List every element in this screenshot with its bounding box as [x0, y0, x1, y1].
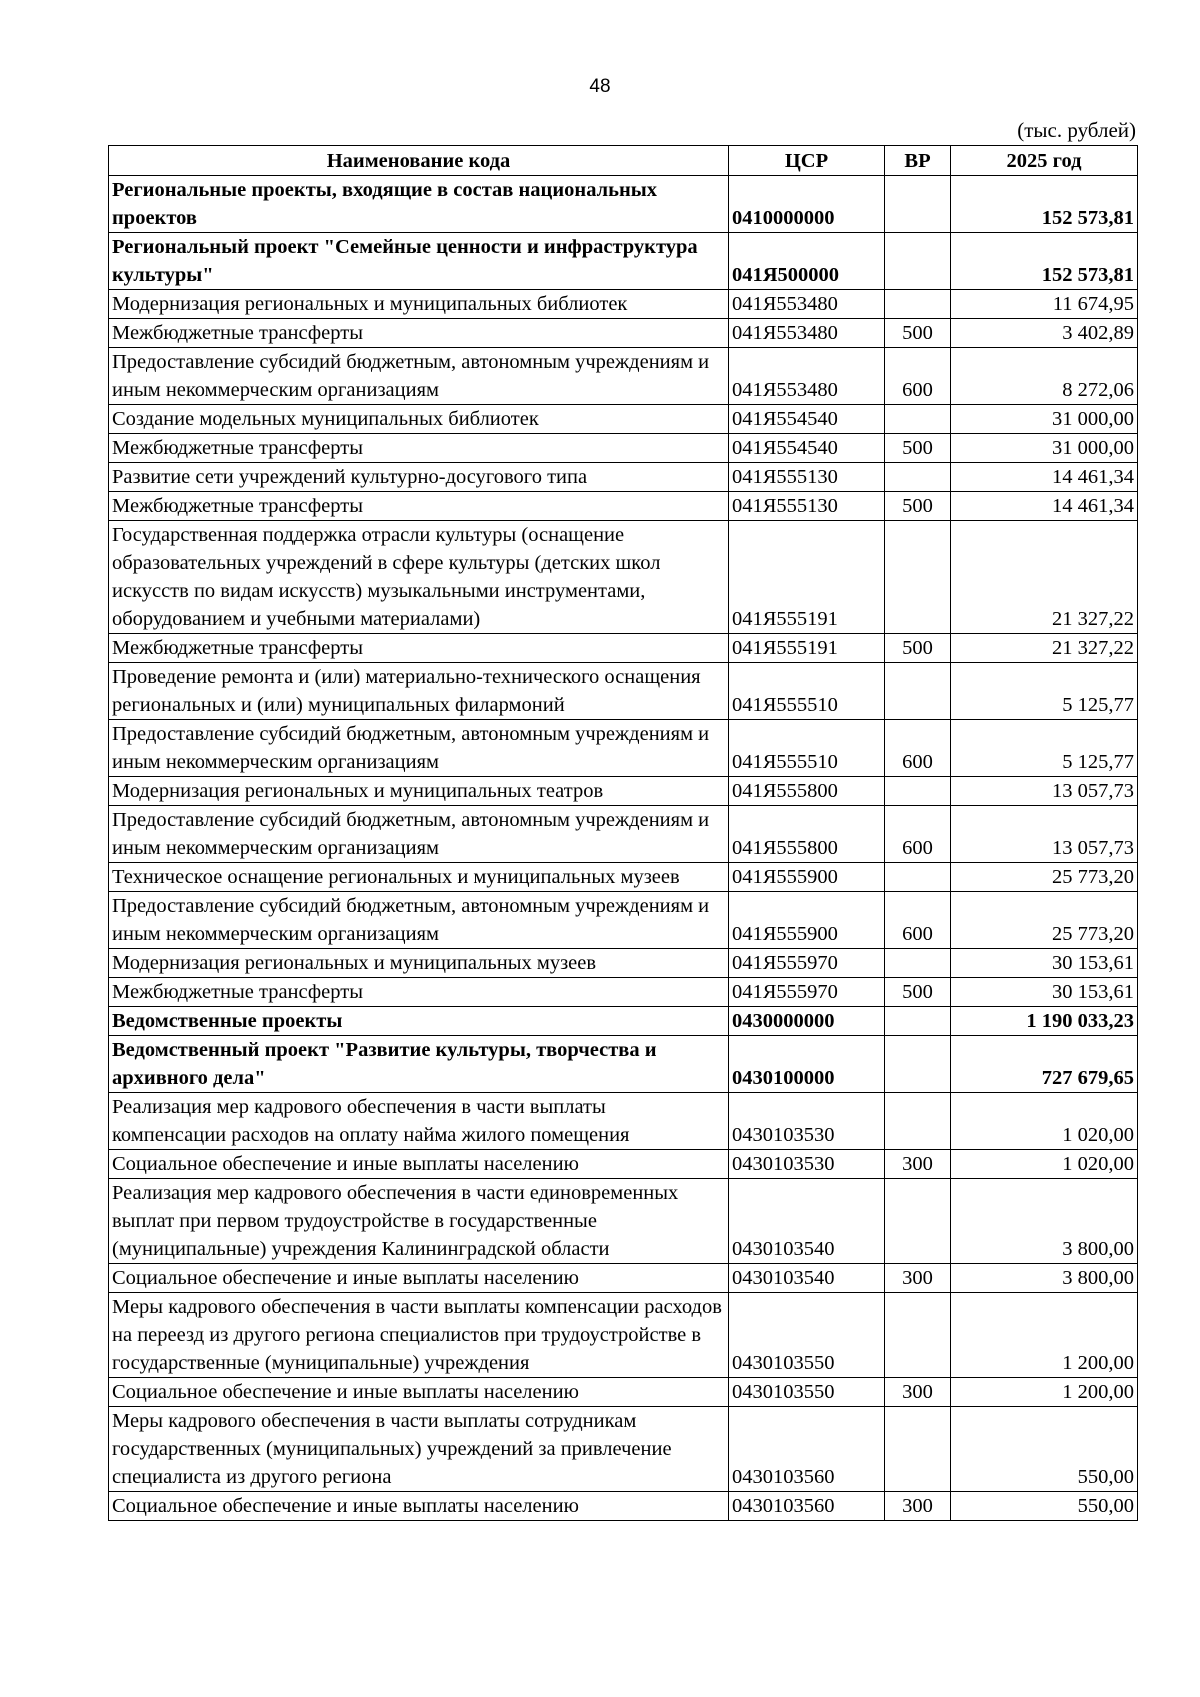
cell-name: Предоставление субсидий бюджетным, автономным учреждениям и иным некоммерческим организациям [109, 720, 729, 777]
cell-sum: 25 773,20 [951, 892, 1138, 949]
cell-csr: 0430103560 [729, 1407, 885, 1492]
cell-sum: 13 057,73 [951, 806, 1138, 863]
budget-table [108, 145, 1138, 1521]
cell-sum: 3 402,89 [951, 319, 1138, 348]
cell-csr: 041Я555130 [729, 463, 885, 492]
cell-sum: 13 057,73 [951, 777, 1138, 806]
cell-csr: 0430103550 [729, 1293, 885, 1378]
cell-name: Ведомственные проекты [109, 1007, 729, 1036]
cell-vr: 500 [885, 978, 951, 1007]
cell-csr: 041Я500000 [729, 233, 885, 290]
cell-csr: 0430103540 [729, 1264, 885, 1293]
cell-vr [885, 663, 951, 720]
cell-name: Региональный проект "Семейные ценности и инфраструктура культуры" [109, 233, 729, 290]
cell-name: Ведомственный проект "Развитие культуры, творчества и архивного дела" [109, 1036, 729, 1093]
table-row [109, 806, 1138, 863]
table-row [109, 1150, 1138, 1179]
table-row [109, 463, 1138, 492]
cell-name: Предоставление субсидий бюджетным, автономным учреждениям и иным некоммерческим организациям [109, 806, 729, 863]
cell-csr: 0430103530 [729, 1150, 885, 1179]
cell-sum: 1 190 033,23 [951, 1007, 1138, 1036]
table-row [109, 1264, 1138, 1293]
header-vr: ВР [885, 146, 951, 176]
cell-name: Социальное обеспечение и иные выплаты населению [109, 1378, 729, 1407]
cell-sum: 1 200,00 [951, 1293, 1138, 1378]
table-row [109, 863, 1138, 892]
cell-name: Государственная поддержка отрасли культуры (оснащение образовательных учреждений в сфере культуры (детских школ искусств по видам искусств) музыкальными инструментами, оборудованием и учебными материалами) [109, 521, 729, 634]
cell-name: Межбюджетные трансферты [109, 319, 729, 348]
cell-csr: 0430103560 [729, 1492, 885, 1521]
cell-name: Предоставление субсидий бюджетным, автономным учреждениям и иным некоммерческим организациям [109, 348, 729, 405]
cell-sum: 25 773,20 [951, 863, 1138, 892]
cell-csr: 041Я555510 [729, 663, 885, 720]
cell-sum: 1 200,00 [951, 1378, 1138, 1407]
table-row [109, 1492, 1138, 1521]
cell-sum: 3 800,00 [951, 1264, 1138, 1293]
table-row [109, 777, 1138, 806]
cell-vr [885, 1179, 951, 1264]
table-row [109, 892, 1138, 949]
table-row [109, 663, 1138, 720]
cell-sum: 30 153,61 [951, 949, 1138, 978]
cell-sum: 550,00 [951, 1492, 1138, 1521]
cell-name: Техническое оснащение региональных и муниципальных музеев [109, 863, 729, 892]
cell-sum: 5 125,77 [951, 720, 1138, 777]
table-row [109, 434, 1138, 463]
table-row [109, 1378, 1138, 1407]
cell-csr: 041Я555191 [729, 521, 885, 634]
cell-name: Межбюджетные трансферты [109, 492, 729, 521]
cell-csr: 0410000000 [729, 176, 885, 233]
table-header-row [109, 146, 1138, 176]
cell-csr: 041Я555900 [729, 892, 885, 949]
table-row [109, 1179, 1138, 1264]
cell-name: Социальное обеспечение и иные выплаты населению [109, 1150, 729, 1179]
cell-sum: 5 125,77 [951, 663, 1138, 720]
cell-vr: 500 [885, 634, 951, 663]
page-number: 48 [589, 76, 611, 97]
header-csr: ЦСР [729, 146, 885, 176]
cell-vr [885, 863, 951, 892]
table-row [109, 319, 1138, 348]
cell-csr: 041Я555900 [729, 863, 885, 892]
table-row [109, 233, 1138, 290]
table-row [109, 978, 1138, 1007]
cell-vr [885, 777, 951, 806]
cell-csr: 041Я555800 [729, 806, 885, 863]
cell-csr: 041Я555970 [729, 978, 885, 1007]
cell-vr [885, 1293, 951, 1378]
cell-sum: 727 679,65 [951, 1036, 1138, 1093]
cell-sum: 1 020,00 [951, 1150, 1138, 1179]
cell-csr: 041Я555800 [729, 777, 885, 806]
cell-csr: 0430000000 [729, 1007, 885, 1036]
cell-csr: 041Я555510 [729, 720, 885, 777]
cell-vr [885, 405, 951, 434]
units-label: (тыс. рублей) [1017, 118, 1136, 142]
cell-vr: 600 [885, 720, 951, 777]
cell-vr: 500 [885, 492, 951, 521]
cell-vr: 300 [885, 1378, 951, 1407]
table-body [109, 176, 1138, 1521]
cell-vr: 300 [885, 1492, 951, 1521]
table-row [109, 720, 1138, 777]
cell-vr: 600 [885, 806, 951, 863]
cell-csr: 041Я554540 [729, 405, 885, 434]
cell-vr [885, 1007, 951, 1036]
cell-name: Меры кадрового обеспечения в части выплаты компенсации расходов на переезд из другого региона специалистов при трудоустройстве в государственные (муниципальные) учреждения [109, 1293, 729, 1378]
cell-vr [885, 521, 951, 634]
cell-csr: 041Я555970 [729, 949, 885, 978]
cell-vr [885, 463, 951, 492]
table-row [109, 1036, 1138, 1093]
cell-name: Проведение ремонта и (или) материально-технического оснащения региональных и (или) муниципальных филармоний [109, 663, 729, 720]
cell-sum: 1 020,00 [951, 1093, 1138, 1150]
cell-vr: 300 [885, 1264, 951, 1293]
cell-vr: 500 [885, 434, 951, 463]
cell-vr: 600 [885, 892, 951, 949]
table-row [109, 1293, 1138, 1378]
cell-sum: 30 153,61 [951, 978, 1138, 1007]
cell-vr [885, 233, 951, 290]
table-row [109, 290, 1138, 319]
cell-sum: 11 674,95 [951, 290, 1138, 319]
cell-name: Социальное обеспечение и иные выплаты населению [109, 1264, 729, 1293]
cell-sum: 8 272,06 [951, 348, 1138, 405]
cell-csr: 041Я555130 [729, 492, 885, 521]
cell-name: Модернизация региональных и муниципальных библиотек [109, 290, 729, 319]
header-year: 2025 год [951, 146, 1138, 176]
table-row [109, 1407, 1138, 1492]
cell-sum: 152 573,81 [951, 233, 1138, 290]
table-row [109, 1007, 1138, 1036]
cell-name: Социальное обеспечение и иные выплаты населению [109, 1492, 729, 1521]
table-row [109, 405, 1138, 434]
cell-name: Меры кадрового обеспечения в части выплаты сотрудникам государственных (муниципальных) учреждений за привлечение специалиста из другого региона [109, 1407, 729, 1492]
cell-sum: 3 800,00 [951, 1179, 1138, 1264]
cell-name: Предоставление субсидий бюджетным, автономным учреждениям и иным некоммерческим организациям [109, 892, 729, 949]
cell-name: Межбюджетные трансферты [109, 978, 729, 1007]
table-row [109, 521, 1138, 634]
cell-vr: 300 [885, 1150, 951, 1179]
cell-sum: 14 461,34 [951, 492, 1138, 521]
cell-sum: 21 327,22 [951, 634, 1138, 663]
table-row [109, 492, 1138, 521]
cell-vr [885, 290, 951, 319]
cell-name: Развитие сети учреждений культурно-досугового типа [109, 463, 729, 492]
cell-sum: 550,00 [951, 1407, 1138, 1492]
cell-sum: 31 000,00 [951, 434, 1138, 463]
cell-name: Межбюджетные трансферты [109, 634, 729, 663]
cell-sum: 31 000,00 [951, 405, 1138, 434]
cell-name: Реализация мер кадрового обеспечения в части выплаты компенсации расходов на оплату найма жилого помещения [109, 1093, 729, 1150]
cell-sum: 21 327,22 [951, 521, 1138, 634]
cell-sum: 14 461,34 [951, 463, 1138, 492]
cell-csr: 041Я553480 [729, 290, 885, 319]
cell-csr: 0430103540 [729, 1179, 885, 1264]
table-row [109, 176, 1138, 233]
cell-name: Региональные проекты, входящие в состав национальных проектов [109, 176, 729, 233]
table-row [109, 949, 1138, 978]
cell-vr [885, 176, 951, 233]
cell-vr [885, 1407, 951, 1492]
cell-name: Реализация мер кадрового обеспечения в части единовременных выплат при первом трудоустройстве в государственные (муниципальные) учреждения Калининградской области [109, 1179, 729, 1264]
cell-csr: 041Я555191 [729, 634, 885, 663]
cell-vr: 600 [885, 348, 951, 405]
table-row [109, 1093, 1138, 1150]
cell-csr: 041Я553480 [729, 348, 885, 405]
cell-csr: 041Я554540 [729, 434, 885, 463]
cell-name: Модернизация региональных и муниципальных театров [109, 777, 729, 806]
cell-vr [885, 949, 951, 978]
cell-name: Модернизация региональных и муниципальных музеев [109, 949, 729, 978]
cell-csr: 0430103530 [729, 1093, 885, 1150]
cell-csr: 0430103550 [729, 1378, 885, 1407]
cell-csr: 0430100000 [729, 1036, 885, 1093]
cell-csr: 041Я553480 [729, 319, 885, 348]
cell-vr [885, 1036, 951, 1093]
cell-sum: 152 573,81 [951, 176, 1138, 233]
header-name: Наименование кода [109, 146, 729, 176]
table-row [109, 634, 1138, 663]
cell-vr: 500 [885, 319, 951, 348]
cell-name: Создание модельных муниципальных библиотек [109, 405, 729, 434]
table-row [109, 348, 1138, 405]
cell-vr [885, 1093, 951, 1150]
cell-name: Межбюджетные трансферты [109, 434, 729, 463]
